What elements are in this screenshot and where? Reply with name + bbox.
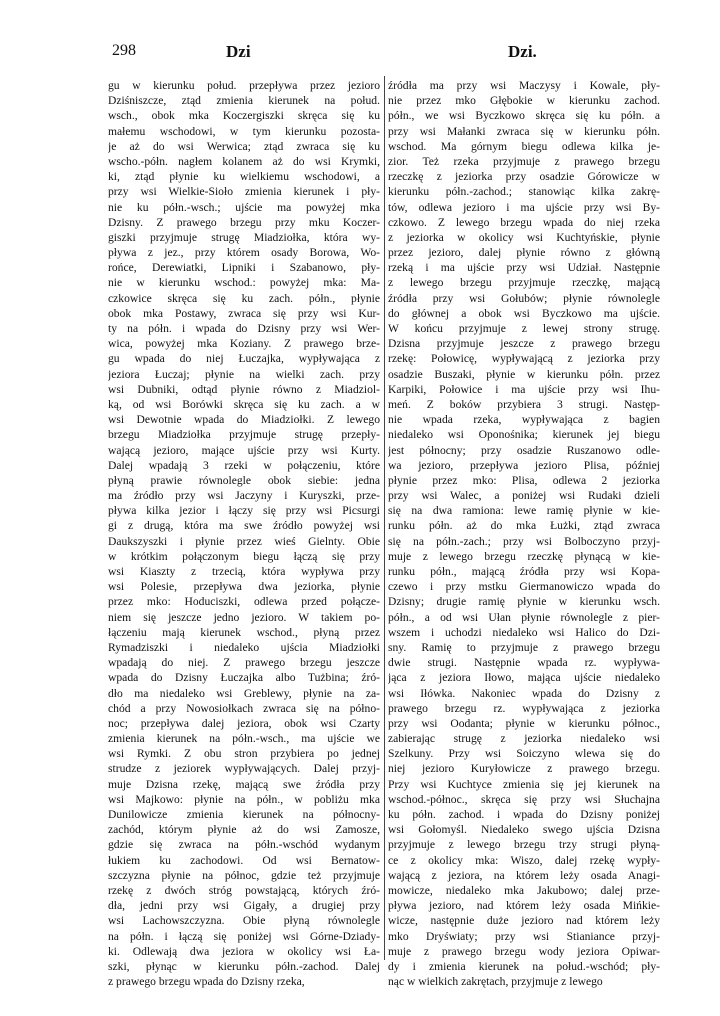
- text-line: prawego brzegu rz. wypływająca z jeziorka: [388, 701, 660, 715]
- text-line: zmienia kierunek na półn.-wsch., ma ujście we: [108, 732, 380, 746]
- text-line: płyną prawie równolegle obok siebie: jedna: [108, 473, 380, 487]
- text-line: przez mko: Hoduciszki, odlewa przed połącze-: [108, 595, 380, 609]
- text-line: pływa kilka jezior i łączy się przy wsi Picsurgi: [108, 504, 380, 518]
- text-line: czkowo. Z lewego brzegu wpada do niej rzeka: [388, 215, 660, 229]
- text-line: obok mka Postawy, zwraca się przy wsi Kur-: [108, 306, 380, 320]
- text-line: W końcu przyjmuje z lewej strony strugę.: [388, 322, 660, 335]
- text-line: niedaleko wsi Oponośnika; kierunek jej biegu: [388, 428, 660, 442]
- text-line: łukiem ku zachodowi. Od wsi Bernatow-: [108, 853, 380, 867]
- text-line: Daukszyszki i płynie przez wieś Gielnty. Obie: [108, 534, 380, 548]
- text-line: brzegu Miadziołka przyjmuje strugę przepły-: [108, 428, 380, 442]
- text-line: dła, jedni przy wsi Gigały, a drugiej przy: [108, 899, 380, 913]
- text-line: Dzisny; drugie ramię płynie w kierunku wsch.: [388, 595, 660, 609]
- text-line: je aż do wsi Werwica; ztąd zwraca się ku: [108, 139, 380, 153]
- text-line: zior. Też rzeka przyjmuje z prawego brzegu: [388, 154, 660, 168]
- text-line: ty na półn. i wpada do Dzisny przy wsi Wer-: [108, 322, 380, 335]
- text-line: mowicze, niedaleko mka Jakubowo; dalej prze-: [388, 883, 660, 897]
- text-line: z lewego brzegu przyjmuje rzeczkę, mającą: [388, 276, 660, 290]
- text-line: przy wsi Małanki zwraca się w kierunku półn.: [388, 124, 660, 138]
- text-line: runku półn. aż do mka Łużki, ztąd zwraca: [388, 519, 660, 533]
- text-line: wsi Rymki. Z obu stron przybiera po jednej: [108, 747, 380, 761]
- text-line: wsi Lachowszczyzna. Obie płyną równolegle: [108, 914, 380, 928]
- text-line: wsi Iłówka. Nakoniec wpada do Dzisny z: [388, 686, 660, 700]
- text-line: wającą z jeziora, na którem leży osada Anagi-: [388, 868, 660, 882]
- text-line: mko Dryświaty; przy wsi Stianiance przyj-: [388, 929, 660, 943]
- text-line: wsi Polesie, przepływa dwa jeziorka, płynie: [108, 580, 380, 594]
- text-line: wającą jezioro, mające ujście przy wsi Kurty.: [108, 443, 380, 457]
- text-line: gu wpada do niej Łuczajka, wypływająca z: [108, 352, 380, 366]
- text-line: zabierając strugę z jeziorka niedaleko wsi: [388, 732, 660, 746]
- right-column: [388, 78, 660, 989]
- text-line: się na półn.-zach.; przy wsi Bolboczyno przyj-: [388, 534, 660, 548]
- text-line: Rymadziszki i niedaleko ujścia Miadziołki: [108, 640, 380, 654]
- right-headword: Dzi.: [508, 42, 537, 61]
- text-line: dwie strugi. Następnie wpada rz. wypływa-: [388, 656, 660, 670]
- text-line: wschod.-północ., skręca się przy wsi Słuchajna: [388, 792, 660, 806]
- text-line: przez jezioro, dalej płynie równo z główną: [388, 246, 660, 260]
- text-line: wscho.-półn. nagłem kolanem aż do wsi Krymki,: [108, 154, 380, 168]
- text-line: dło ma niedaleko wsi Greblewy, płynie na za-: [108, 686, 380, 700]
- text-line: Karpiki, Połowice i ma ujście przy wsi Ihu-: [388, 382, 660, 396]
- text-line: chód a przy Nowosiołkach zwraca się na półno-: [108, 701, 380, 715]
- text-line: Dzisny. Z prawego brzegu przy mku Koczer-: [108, 215, 380, 229]
- left-headword: Dzi: [226, 42, 251, 61]
- text-line: do głównej a obok wsi Byczkowo ma ujście.: [388, 306, 660, 320]
- text-line: muje z lewego brzegu rzeczkę płynącą w kie-: [388, 549, 660, 563]
- text-line: noc; przepływa dalej jeziora, obok wsi Czarty: [108, 716, 380, 730]
- running-header: [102, 42, 660, 64]
- text-line: wa jezioro, przepływa jezioro Plisa, później: [388, 458, 660, 472]
- text-line: się na dwa ramiona: lewe ramię płynie w kie-: [388, 504, 660, 518]
- text-line: gu w kierunku połud. przepływa przez jezioro: [108, 79, 380, 92]
- text-line: nie wpada rzeka, wypływająca z bagien: [388, 413, 660, 427]
- text-line: wpada do Dzisny Łuczajka albo Tużbina; źró-: [108, 671, 380, 685]
- text-line: giszki przyjmuje strugę Miadziołka, która wy-: [108, 230, 380, 244]
- text-line: szczyzna płynie na północ, gdzie też przyjmuje: [108, 868, 380, 882]
- text-line: pływa z jez., przy którem osady Borowa, Wo-: [108, 246, 380, 260]
- text-line: strudze z jeziorek wypływających. Dalej przyj-: [108, 762, 380, 776]
- text-line: wpadają do niej. Z prawego brzegu jeszcze: [108, 656, 380, 670]
- text-line: pływa jezioro, nad którem leży osada Mińkie-: [388, 899, 660, 913]
- text-line: ce z okolicy mka: Wiszo, dalej rzekę wypły-: [388, 853, 660, 867]
- text-line: małemu wschodowi, w tym kierunku pozosta-: [108, 124, 380, 138]
- text-line: muje z prawego brzegu wody jeziora Opiwar-: [388, 944, 660, 958]
- text-line: rzekę: Połowicę, wypływającą z jeziorka przy: [388, 352, 660, 366]
- text-line: wsi Majkowo: płynie na półn., w pobliżu mka: [108, 792, 380, 806]
- text-line: czkowice skręca się ku zach. półn., płynie: [108, 291, 380, 305]
- text-line: jąca z jeziora Iłowo, mająca ujście niedaleko: [388, 671, 660, 685]
- page-number: 298: [112, 42, 136, 59]
- column-divider: [384, 76, 385, 960]
- text-line: wsi Dewotnie wpada do Miadziołki. Z lewego: [108, 413, 380, 427]
- left-column: [108, 78, 380, 989]
- text-line: wschod. Ma górnym biegu odlewa kilka je-: [388, 139, 660, 153]
- text-line: Dalej wpadają 3 rzeki w połączeniu, które: [108, 458, 380, 472]
- text-line: muje Dzisna rzekę, mającą swe źródła przy: [108, 777, 380, 791]
- text-line: zachód, którym płynie aż do wsi Zamosze,: [108, 823, 380, 837]
- text-line: wica, powyżej mka Koziany. Z prawego brze-: [108, 337, 380, 351]
- text-line: wicze, następnie duże jezioro nad którem leży: [388, 914, 660, 928]
- text-line: szki, płynąc w kierunku półn.-zachod. Dalej: [108, 959, 380, 973]
- text-line: gdzie się zwraca na półn.-wschód wydanym: [108, 838, 380, 852]
- text-line: przy wsi Walec, a poniżej wsi Rudaki dzieli: [388, 489, 660, 503]
- text-line: łączeniu mają kierunek wschod., płyną przez: [108, 625, 380, 639]
- text-line: rzeczkę z jeziorka przy osadzie Górowicze w: [388, 170, 660, 184]
- text-line: czewo i przy mstku Giermanowiczo wpada do: [388, 580, 660, 594]
- text-line: Dziśniszcze, ztąd zmienia kierunek na połud.: [108, 94, 380, 108]
- text-line: jeziora Łuczaj; płynie na wielki zach. przy: [108, 367, 380, 381]
- text-line: z prawego brzegu wpada do Dzisny rzeka,: [108, 975, 305, 989]
- text-line: runku półn., mającą źródła przy wsi Kopa-: [388, 565, 660, 578]
- text-line: półn., we wsi Byczkowo skręca się ku półn. a: [388, 109, 660, 123]
- text-line: Szelkuny. Przy wsi Soiczyno wlewa się do: [388, 747, 660, 761]
- text-line: meń. Z boków przybiera 3 strugi. Następ-: [388, 397, 660, 411]
- text-line: niem się jeszcze jedno jezioro. W takiem po-: [108, 610, 380, 624]
- text-line: źródła przy wsi Gołubów; płynie równolegle: [388, 291, 660, 305]
- text-line: wsch., obok mka Koczergiszki skręca się ku: [108, 109, 380, 123]
- text-line: Dzisna przyjmuje jeszcze z prawego brzegu: [388, 337, 660, 351]
- text-line: półn., a od wsi Ułan płynie równolegle z pier-: [388, 610, 660, 624]
- text-line: wsi Kiaszty z trzecią, która wypływa przy: [108, 565, 380, 578]
- text-line: tów, odlewa jezioro i ma ujście przy wsi By-: [388, 200, 660, 214]
- text-line: wsi Gołomyśl. Niedaleko swego ujścia Dzisna: [388, 823, 660, 837]
- text-line: w krótkim połączonym biegu łączą się przy: [108, 549, 380, 563]
- text-line: ku półn. zachod. i wpada do Dzisny poniżej: [388, 808, 660, 821]
- text-line: nie ku półn.-wsch.; ujście ma powyżej mka: [108, 200, 380, 214]
- text-line: Przy wsi Kuchtyce zmienia się jej kierunek na: [388, 777, 660, 791]
- text-line: dy i zmienia kierunek na połud.-wschód; pły-: [388, 959, 660, 973]
- text-line: źródła ma przy wsi Maczysy i Kowale, pły-: [388, 79, 660, 92]
- text-line: wsi Dubniki, odtąd płynie równo z Miadziol-: [108, 382, 380, 396]
- text-line: rzekę z dwóch stróg powstającą, których źró-: [108, 883, 380, 897]
- text-line: przy wsi Wielkie-Sioło zmienia kierunek i pły-: [108, 185, 380, 199]
- text-line: kierunku półn.-zachod.; stanowiąc kilka zakrę-: [388, 185, 660, 199]
- text-line: na półn. i łączą się poniżej wsi Górne-Dziady-: [108, 929, 380, 943]
- text-line: przy wsi Oodanta; płynie w kierunku północ.,: [388, 716, 660, 730]
- text-line: przyjmuje z lewego brzegu trzy strugi płyną-: [388, 838, 660, 852]
- text-line: sny. Ramię to przyjmuje z prawego brzegu: [388, 640, 660, 654]
- text-line: z jeziorka w okolicy wsi Kuchtyńskie, płynie: [388, 230, 660, 244]
- text-line: rońce, Derewiatki, Lipniki i Szabanowo, pły-: [108, 261, 380, 275]
- text-line: nąc w wielkich zakrętach, przyjmuje z lewego: [388, 975, 603, 989]
- text-line: ką, od wsi Borówki skręca się ku zach. a w: [108, 397, 380, 411]
- text-line: Dunilowicze zmienia kierunek na północny-: [108, 808, 380, 821]
- text-line: płynie przez mko: Plisa, odlewa 2 jeziorka: [388, 473, 660, 487]
- text-line: osadzie Buszaki, płynie w kierunku półn. przez: [388, 367, 660, 381]
- text-line: jest północny; przy osadzie Ruszanowo odle-: [388, 443, 660, 457]
- text-line: ma źródło przy wsi Jaczyny i Kuryszki, prze-: [108, 489, 380, 503]
- text-line: nie w kierunku wschod.: powyżej mka: Ma-: [108, 276, 380, 290]
- text-line: gi z drugą, która ma swe źródło powyżej wsi: [108, 519, 380, 533]
- text-line: rzeką i ma ujście przy wsi Udział. Następnie: [388, 261, 660, 275]
- text-line: ki, ztąd płynie ku wielkiemu wschodowi, a: [108, 170, 380, 184]
- text-line: niej jezioro Kuryłowicze z prawego brzegu.: [388, 762, 660, 776]
- text-line: nie przez mko Głębokie w kierunku zachod.: [388, 94, 660, 108]
- text-line: ki. Odlewają dwa jeziora w okolicy wsi Ła-: [108, 944, 380, 958]
- text-line: wszem i uchodzi niedaleko wsi Halico do Dzi-: [388, 625, 660, 639]
